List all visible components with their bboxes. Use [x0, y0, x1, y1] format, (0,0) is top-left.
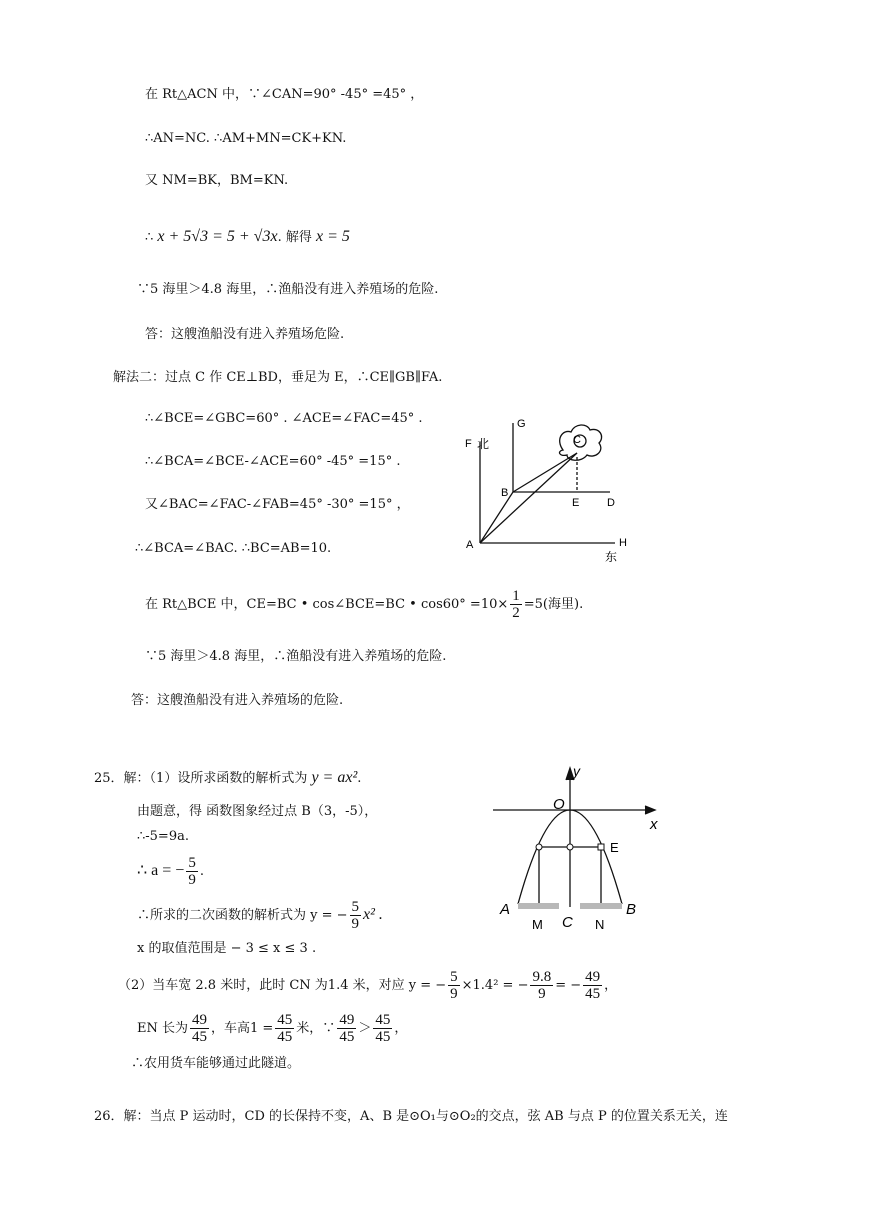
- solution: x = 5: [315, 228, 350, 245]
- text: .: [199, 864, 204, 879]
- x-axis-arrow: [645, 806, 655, 814]
- text-line: ∴∠BCA=∠BCE-∠ACE=60° -45° =15° .: [145, 454, 401, 469]
- text-line: [145, 585, 583, 625]
- text-line: [137, 1010, 407, 1048]
- text: ∴所求的二次函数的解析式为 y = −: [137, 908, 348, 923]
- label-b: B: [501, 487, 509, 499]
- text-line: [137, 852, 204, 891]
- label-f: F: [465, 438, 472, 450]
- numerator: 49: [339, 1012, 355, 1028]
- point-e: [598, 844, 604, 850]
- text-line: 答：这艘渔船没有进入养殖场的危险.: [131, 693, 344, 708]
- label-e: E: [572, 497, 580, 509]
- label-c: C: [562, 914, 573, 931]
- text: （2）当车宽 2.8 米时，此时 CN 为1.4 米，对应 y = −: [118, 978, 447, 993]
- text-line: 26．解：当点 P 运动时，CD 的长保持不变，A、B 是⊙O₁与⊙O₂的交点，弦 AB 与点 P 的位置关系无关，连: [94, 1109, 728, 1124]
- text: EN 长为: [137, 1021, 188, 1036]
- fraction: [275, 1012, 294, 1045]
- text-line: ∴∠BCA=∠BAC. ∴BC=AB=10.: [135, 541, 332, 556]
- denominator: 9: [188, 872, 196, 888]
- point-left-top: [536, 844, 542, 850]
- line-ac: [480, 453, 580, 543]
- text: ，: [604, 978, 618, 993]
- fraction: [583, 969, 602, 1002]
- label-a: A: [466, 539, 474, 551]
- label-m: M: [532, 917, 543, 932]
- numerator: 49: [585, 969, 601, 985]
- label-e: E: [610, 840, 619, 855]
- text-line: ∵5 海里＞4.8 海里，∴渔船没有进入养殖场的危险.: [145, 649, 447, 664]
- numerator: 1: [512, 588, 520, 604]
- text-line: 又∠BAC=∠FAC-∠FAB=45° -30° =15° ，: [145, 497, 410, 512]
- text-line: 在 Rt△ACN 中，∵∠CAN=90° -45° =45° ，: [145, 87, 424, 102]
- text-line: 解法二：过点 C 作 CE⊥BD，垂足为 E，∴CE∥GB∥FA.: [113, 370, 443, 385]
- text-line: [137, 896, 383, 935]
- denominator: 9: [450, 986, 458, 1002]
- text-line: 又 NM=BK，BM=KN.: [145, 173, 289, 188]
- denominator: 45: [375, 1029, 391, 1045]
- label-n: N: [595, 917, 605, 932]
- text: . 解得: [277, 230, 316, 245]
- label-b: B: [626, 901, 637, 918]
- text-line: x 的取值范围是 − 3 ≤ x ≤ 3 .: [137, 941, 317, 956]
- text-line: [94, 769, 361, 788]
- label-d: D: [607, 497, 615, 509]
- label-x: x: [650, 816, 658, 833]
- label-g: G: [517, 418, 526, 430]
- numerator: 5: [450, 969, 458, 985]
- numerator: 45: [277, 1012, 293, 1028]
- fraction: [448, 969, 460, 1002]
- text: ×1.4² = −: [461, 978, 529, 993]
- numerator: 5: [351, 899, 360, 915]
- text: ＞: [358, 1021, 372, 1036]
- numerator: 9.8: [532, 969, 552, 985]
- text: 在 Rt△BCE 中，CE=BC • cos∠BCE=BC • cos60° =10×: [145, 597, 509, 612]
- label-y: y: [573, 763, 580, 779]
- parabola-diagram: [490, 762, 675, 937]
- road-right: [580, 903, 622, 909]
- text: ，: [394, 1021, 408, 1036]
- text-line: ∴AN=NC. ∴AM+MN=CK+KN.: [145, 131, 347, 146]
- denominator: 45: [277, 1029, 293, 1045]
- text-line: ∴∠BCE=∠GBC=60° . ∠ACE=∠FAC=45° .: [145, 411, 423, 426]
- line-bc: [513, 453, 577, 492]
- denominator: 2: [512, 605, 520, 621]
- text: .: [357, 771, 362, 786]
- fraction: [530, 969, 553, 1002]
- numerator: 45: [375, 1012, 391, 1028]
- text-line: [118, 967, 617, 1005]
- text: 米，∵: [296, 1021, 336, 1036]
- text-line: 由题意，得 函数图象经过点 B（3，-5），: [137, 804, 378, 819]
- denominator: 9: [530, 985, 553, 1002]
- point-center: [567, 844, 573, 850]
- text: =5(海里).: [523, 597, 584, 612]
- denominator: 9: [351, 916, 360, 932]
- denominator: 45: [192, 1029, 207, 1045]
- text-line: ∴-5=9a.: [137, 829, 189, 844]
- numerator: 49: [192, 1012, 207, 1028]
- denominator: 45: [585, 986, 601, 1002]
- text: x² .: [363, 906, 383, 923]
- text: = −: [555, 978, 582, 993]
- fraction: [186, 855, 198, 888]
- fraction: [350, 899, 362, 932]
- text: ∴ a = −: [137, 862, 185, 879]
- fraction: [373, 1012, 392, 1045]
- equation: y = ax²: [311, 769, 358, 786]
- text-line: ∴农用货车能够通过此隧道。: [131, 1056, 301, 1071]
- text: ，车高1 =: [211, 1021, 274, 1036]
- numerator: 5: [188, 855, 196, 871]
- label-east: 东: [605, 550, 618, 564]
- text-line: ∵5 海里＞4.8 海里，∴渔船没有进入养殖场的危险.: [137, 282, 439, 297]
- road-left: [518, 903, 559, 909]
- bearing-diagram: [455, 405, 635, 567]
- denominator: 45: [339, 1029, 355, 1045]
- label-o: O: [553, 796, 565, 813]
- fraction: [337, 1012, 356, 1045]
- label-c: C: [573, 434, 581, 446]
- text: 25．解：（1）设所求函数的解析式为: [94, 771, 312, 786]
- label-a: A: [500, 901, 511, 918]
- fraction: [190, 1012, 209, 1045]
- text-line: 答：这艘渔船没有进入养殖场危险.: [145, 327, 345, 342]
- label-north: 北: [477, 437, 490, 451]
- label-h: H: [619, 537, 627, 549]
- fraction: [510, 588, 522, 621]
- equation: x + 5√3 = 5 + √3x: [157, 228, 278, 245]
- therefore: ∴: [145, 230, 158, 245]
- text-line: [145, 228, 350, 247]
